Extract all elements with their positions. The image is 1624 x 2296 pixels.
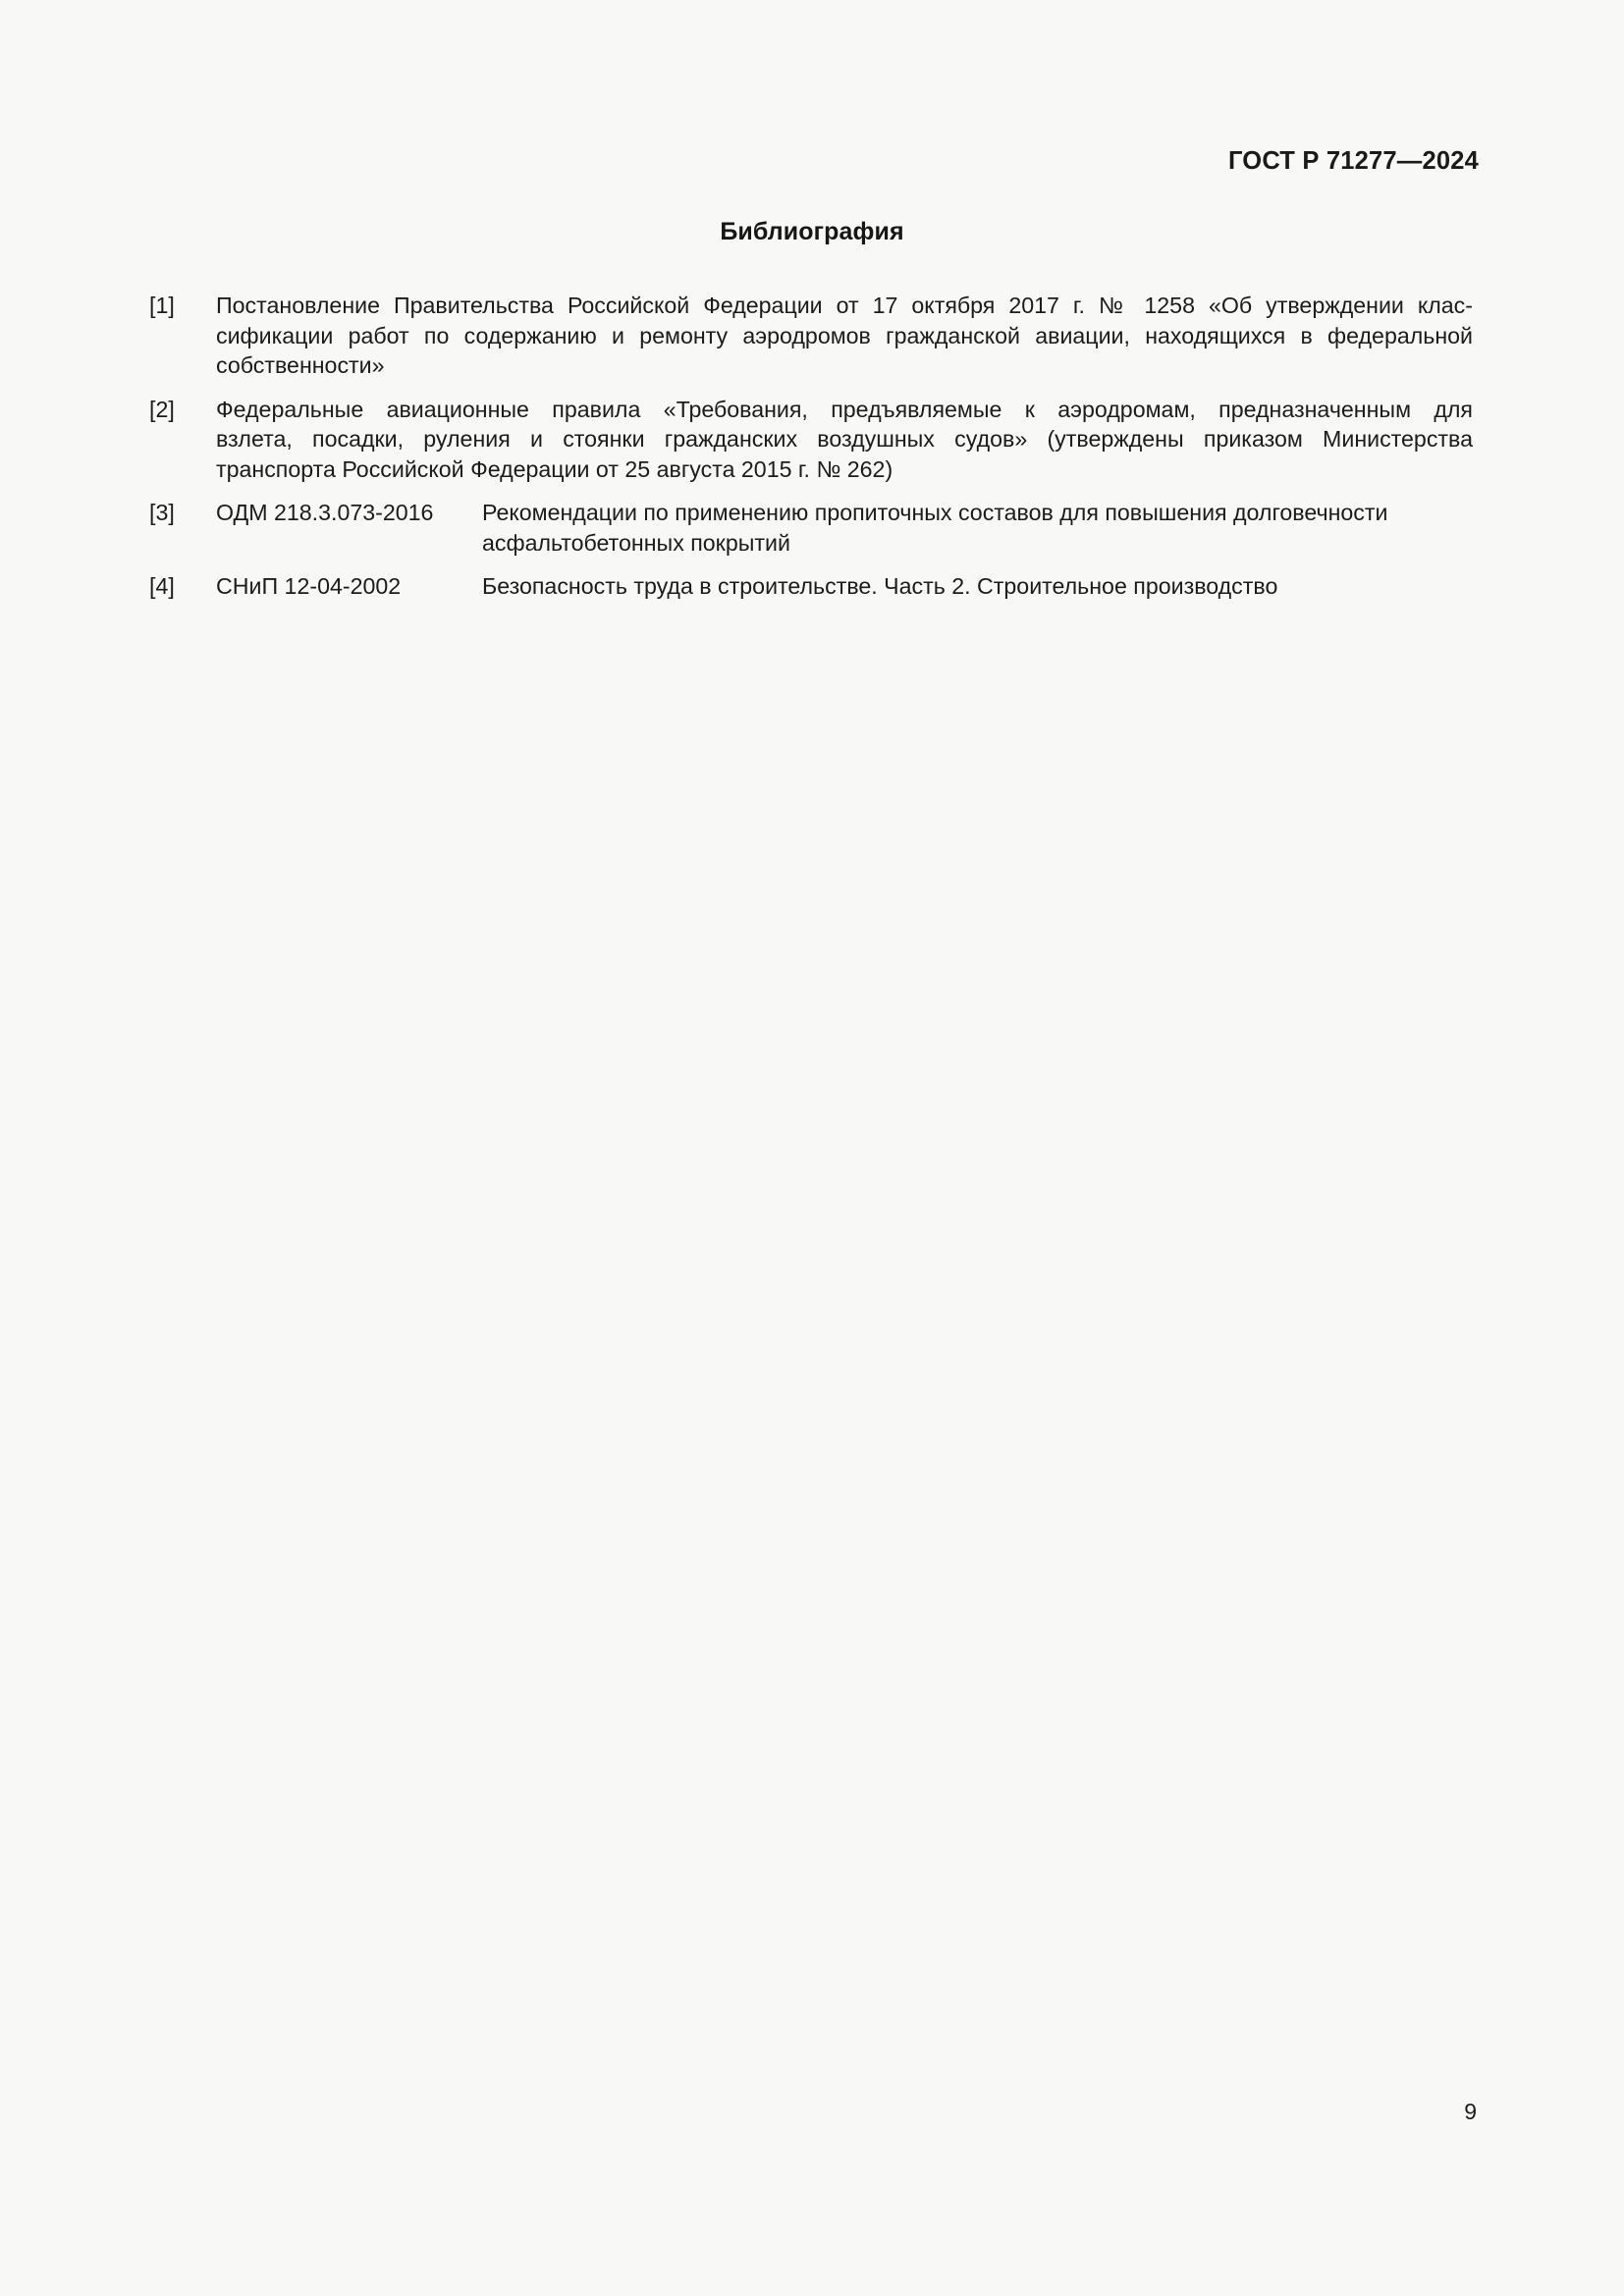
reference-line: Безопасность труда в строительстве. Часть 2. Строительное производство [482,573,1278,599]
list-item [149,291,1473,381]
bibliography-list [149,291,1473,602]
list-item [149,571,1473,602]
reference-marker: [2] [149,396,175,422]
reference-text [216,395,1473,485]
reference-designation: ОДМ 218.3.073-2016 [216,500,434,525]
page-number: 9 [1464,2099,1477,2124]
reference-line: взлета, посадки, руления и стоянки гражданских воздушных судов» (утверждены приказом Министерства [216,426,1473,452]
reference-description [482,498,1473,558]
reference-line: Постановление Правительства Российской Федерации от 17 октября 2017 г. № 1258 «Об утверждении клас- [216,293,1473,318]
reference-text [216,291,1473,381]
reference-designation: СНиП 12-04-2002 [216,573,402,599]
standard-header: ГОСТ Р 71277—2024 [1227,147,1479,175]
reference-marker: [3] [149,500,175,525]
reference-line: собственности» [216,352,385,378]
page-title: Библиография [720,218,904,245]
reference-marker: [4] [149,573,175,599]
reference-line: сификации работ по содержанию и ремонту аэродромов гражданской авиации, находящихся в федеральной [216,322,1473,348]
reference-text [216,571,1473,602]
reference-line: Федеральные авиационные правила «Требования, предъявляемые к аэродромам, предназначенным для [216,396,1473,422]
reference-line: Рекомендации по применению пропиточных составов для повышения долговечности [482,500,1388,525]
reference-marker: [1] [149,293,175,318]
reference-description [482,571,1473,602]
reference-text [216,498,1473,558]
reference-line: асфальтобетонных покрытий [482,529,790,556]
list-item [149,498,1473,558]
reference-line: транспорта Российской Федерации от 25 августа 2015 г. № 262) [216,455,893,482]
list-item [149,395,1473,485]
